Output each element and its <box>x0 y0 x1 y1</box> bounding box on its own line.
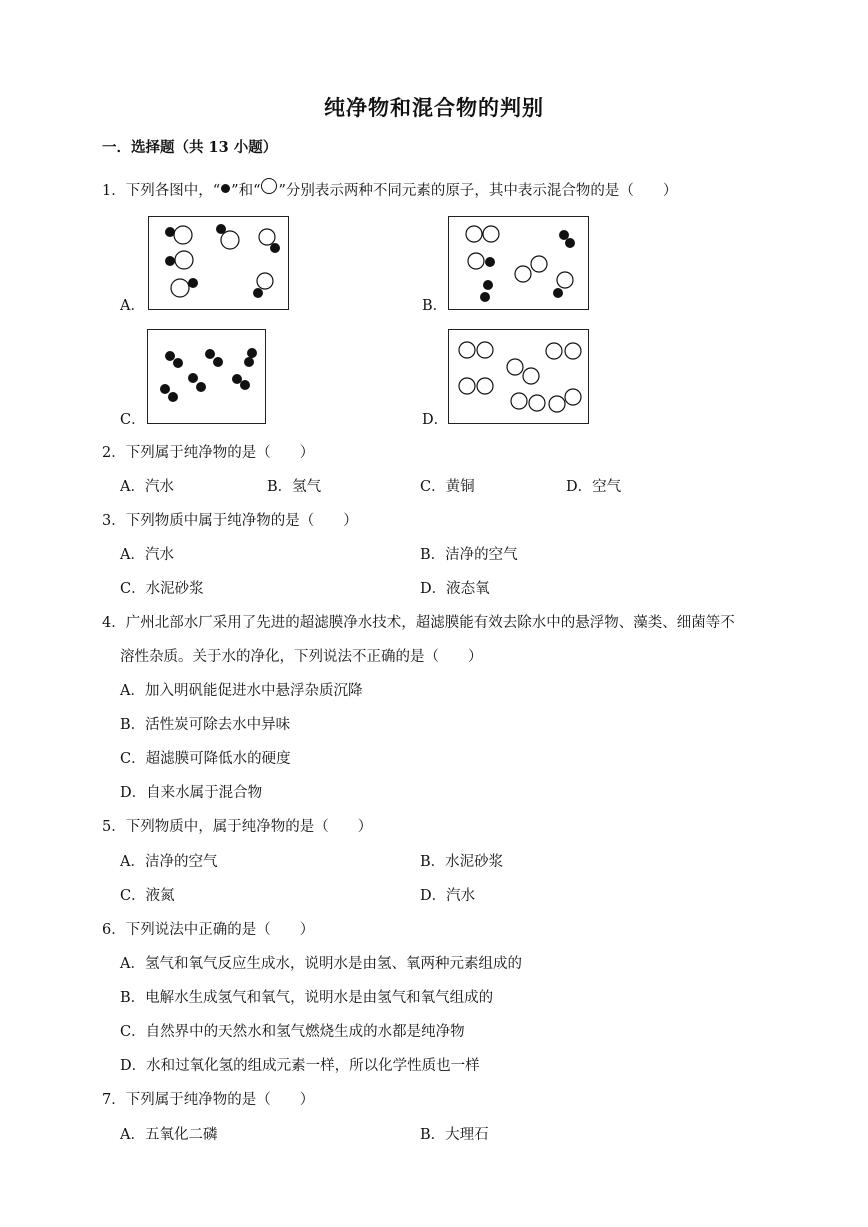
q2-option-a[interactable]: A．汽水 <box>120 479 174 495</box>
q4-option-b[interactable]: B．活性炭可除去水中异味 <box>120 717 291 733</box>
q1-option-c-label[interactable]: C． <box>120 412 146 428</box>
q5-option-b[interactable]: B．水泥砂浆 <box>420 854 504 870</box>
q1-option-c-diagram <box>147 329 266 424</box>
q2-option-c[interactable]: C．黄铜 <box>420 479 475 495</box>
question-6-stem: 6．下列说法中正确的是（ ） <box>102 922 315 938</box>
q1-option-a-label[interactable]: A． <box>120 298 145 314</box>
q2-option-d[interactable]: D．空气 <box>566 479 622 495</box>
question-3-stem: 3．下列物质中属于纯净物的是（ ） <box>102 513 358 529</box>
q4-option-c[interactable]: C．超滤膜可降低水的硬度 <box>120 751 291 767</box>
q3-option-a[interactable]: A．汽水 <box>120 547 174 563</box>
q5-option-d[interactable]: D．汽水 <box>420 888 476 904</box>
section-heading: 一．选择题（共 13 小题） <box>102 139 278 156</box>
q2-option-b[interactable]: B．氢气 <box>267 479 322 495</box>
question-2-stem: 2．下列属于纯净物的是（ ） <box>102 445 315 461</box>
question-1-stem: 1．下列各图中，“ ”和“ ”分别表示两种不同元素的原子，其中表示混合物的是（ ） <box>102 178 677 201</box>
q3-option-b[interactable]: B．洁净的空气 <box>420 547 518 563</box>
q1-option-b-diagram <box>448 216 589 310</box>
question-7-stem: 7．下列属于纯净物的是（ ） <box>102 1092 315 1108</box>
q1-option-b-label[interactable]: B． <box>422 298 448 314</box>
q1-option-d-diagram <box>448 329 589 424</box>
question-4-stem-line1: 4．广州北部水厂采用了先进的超滤膜净水技术，超滤膜能有效去除水中的悬浮物、藻类、细菌等不 <box>102 615 735 631</box>
q6-option-a[interactable]: A．氢气和氧气反应生成水，说明水是由氢、氧两种元素组成的 <box>120 956 522 972</box>
q1-option-a-diagram <box>148 216 289 310</box>
q3-option-d[interactable]: D．液态氧 <box>420 581 490 597</box>
q7-option-a[interactable]: A．五氧化二磷 <box>120 1127 218 1143</box>
question-5-stem: 5．下列物质中，属于纯净物的是（ ） <box>102 819 373 835</box>
q4-option-a[interactable]: A．加入明矾能促进水中悬浮杂质沉降 <box>120 683 363 699</box>
q3-option-c[interactable]: C．水泥砂浆 <box>120 581 204 597</box>
question-4-stem-line2: 溶性杂质。关于水的净化，下列说法不正确的是（ ） <box>120 649 483 665</box>
white-atom-icon <box>261 178 277 194</box>
page-title: 纯净物和混合物的判别 <box>324 95 544 120</box>
q7-option-b[interactable]: B．大理石 <box>420 1127 489 1143</box>
q1-option-d-label[interactable]: D． <box>422 412 449 428</box>
q5-option-a[interactable]: A．洁净的空气 <box>120 854 218 870</box>
q5-option-c[interactable]: C．液氮 <box>120 888 175 904</box>
black-atom-icon <box>221 184 230 193</box>
q4-option-d[interactable]: D．自来水属于混合物 <box>120 785 263 801</box>
q6-option-d[interactable]: D．水和过氧化氢的组成元素一样，所以化学性质也一样 <box>120 1058 480 1074</box>
q6-option-b[interactable]: B．电解水生成氢气和氧气，说明水是由氢气和氧气组成的 <box>120 990 494 1006</box>
q6-option-c[interactable]: C．自然界中的天然水和氢气燃烧生成的水都是纯净物 <box>120 1024 465 1040</box>
